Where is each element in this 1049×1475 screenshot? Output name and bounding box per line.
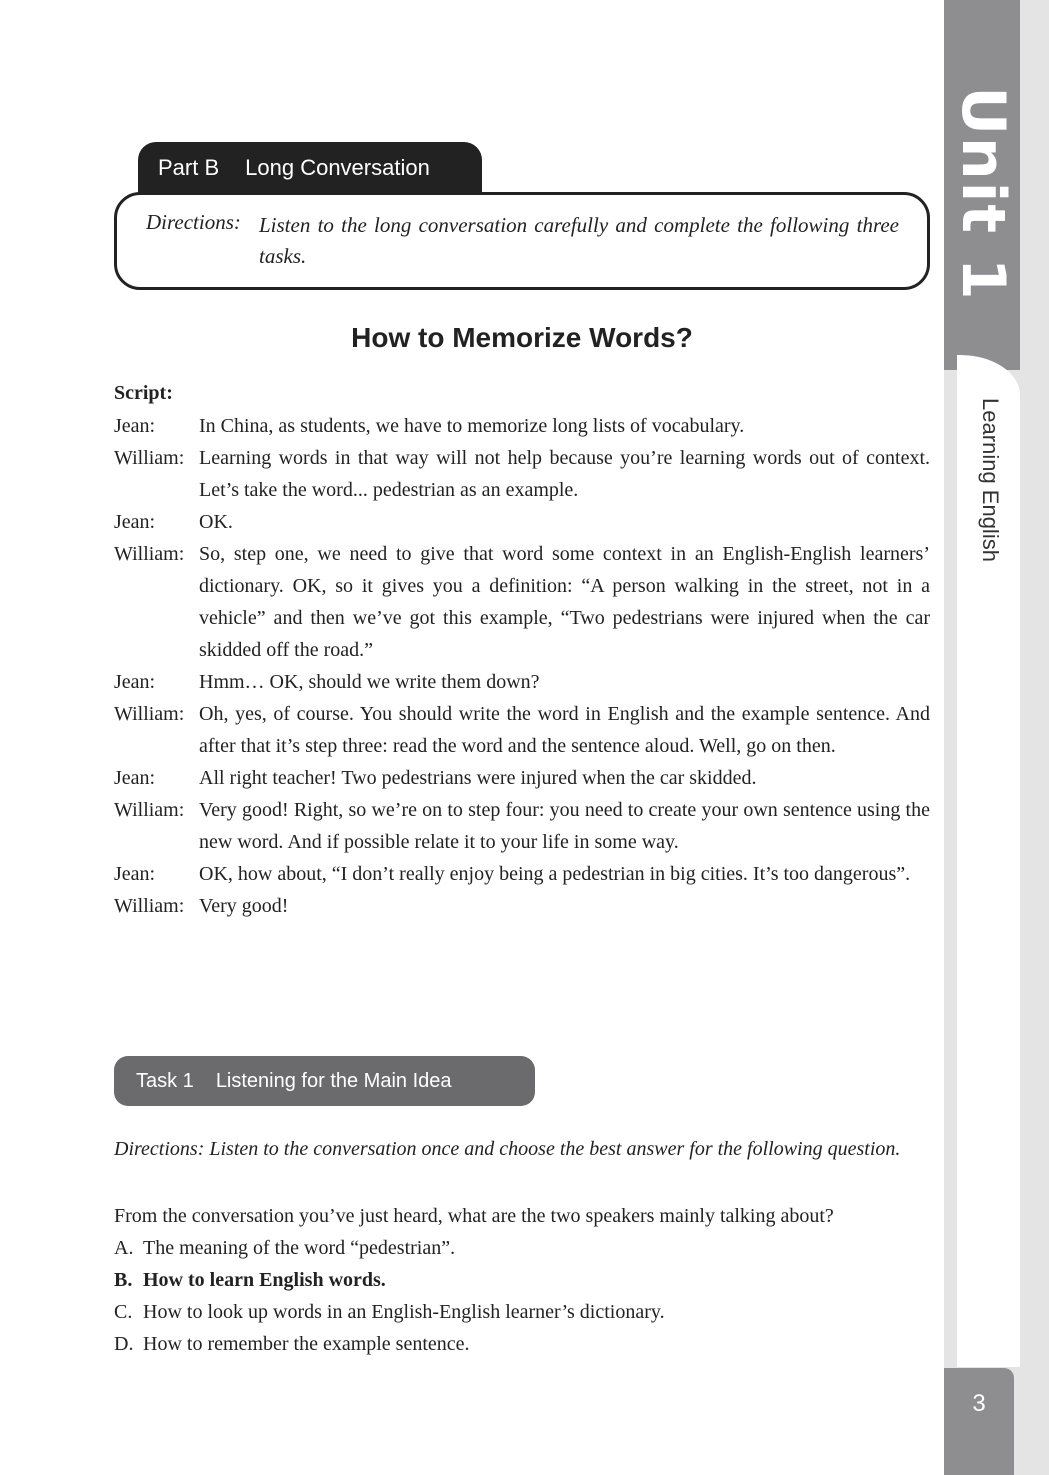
dialogue-line	[114, 698, 930, 762]
speaker: William:	[114, 543, 185, 565]
speaker: William:	[114, 895, 185, 917]
option-letter: C.	[114, 1301, 133, 1323]
speaker: Jean:	[114, 511, 156, 533]
speaker: Jean:	[114, 767, 156, 789]
unit-subtitle: Learning English	[978, 398, 1003, 562]
dialogue-line	[114, 858, 930, 890]
option-text: How to look up words in an English-English learner’s dictionary.	[143, 1301, 665, 1323]
speech: Very good!	[199, 895, 289, 917]
option-c	[114, 1296, 930, 1328]
speech: Learning words in that way will not help because you’re learning words out of context. Let’s take the word... pedestrian as an example.	[199, 447, 930, 501]
speaker: William:	[114, 703, 185, 725]
speaker: Jean:	[114, 671, 156, 693]
speech: OK, how about, “I don’t really enjoy being a pedestrian in big cities. It’s too dangerous”.	[199, 863, 911, 885]
speech: So, step one, we need to give that word some context in an English-English learners’ dictionary. OK, so it gives you a definition: “A person walking in the street, not in a vehicle” and then we’ve got this example, “Two pedestrians were injured when the car skidded off the road.”	[199, 543, 930, 661]
speech: All right teacher! Two pedestrians were injured when the car skidded.	[199, 767, 757, 789]
dialogue-line	[114, 410, 930, 442]
speech: In China, as students, we have to memorize long lists of vocabulary.	[199, 415, 745, 437]
option-d	[114, 1328, 930, 1360]
dialogue-line	[114, 538, 930, 666]
dialogue-line	[114, 762, 930, 794]
task-directions: Directions: Listen to the conversation once and choose the best answer for the following question.	[114, 1138, 901, 1160]
question-text: From the conversation you’ve just heard, what are the two speakers mainly talking about?	[114, 1205, 834, 1227]
page-number: 3	[972, 1390, 986, 1417]
option-text: How to remember the example sentence.	[143, 1333, 470, 1355]
speech: Hmm… OK, should we write them down?	[199, 671, 540, 693]
part-label: Part B	[158, 155, 220, 180]
task-label: Task 1	[136, 1069, 194, 1092]
option-a	[114, 1232, 930, 1264]
speech: Very good! Right, so we’re on to step four: you need to create your own sentence using the new word. And if possible relate it to your life in some way.	[199, 799, 930, 853]
option-letter: D.	[114, 1333, 134, 1355]
speech: Oh, yes, of course. You should write the word in English and the example sentence. And after that it’s step three: read the word and the sentence aloud. Well, go on then.	[199, 703, 930, 757]
task-header	[114, 1056, 535, 1106]
dialogue-line	[114, 890, 930, 922]
part-header	[138, 142, 482, 194]
speaker: William:	[114, 799, 185, 821]
speaker: Jean:	[114, 415, 156, 437]
directions-label: Directions:	[146, 210, 241, 234]
option-b	[114, 1264, 930, 1296]
option-text: How to learn English words.	[143, 1269, 386, 1291]
dialogue-line	[114, 666, 930, 698]
part-title: Long Conversation	[245, 155, 430, 180]
task-title: Listening for the Main Idea	[215, 1069, 452, 1092]
unit-label: Unit 1	[948, 86, 1018, 302]
script-label: Script:	[114, 382, 173, 404]
option-letter: A.	[114, 1237, 134, 1259]
option-letter: B.	[114, 1269, 133, 1291]
speaker: Jean:	[114, 863, 156, 885]
page-number-tab	[944, 1368, 1014, 1475]
speaker: William:	[114, 447, 185, 469]
directions-text: Listen to the long conversation carefully and complete the following three tasks.	[259, 213, 899, 268]
script-dialogue	[114, 410, 930, 922]
dialogue-line	[114, 794, 930, 858]
option-text: The meaning of the word “pedestrian”.	[143, 1237, 456, 1259]
speech: OK.	[199, 511, 233, 533]
question-block	[114, 1200, 930, 1360]
dialogue-line	[114, 442, 930, 506]
page-title: How to Memorize Words?	[351, 322, 693, 353]
dialogue-line	[114, 506, 930, 538]
